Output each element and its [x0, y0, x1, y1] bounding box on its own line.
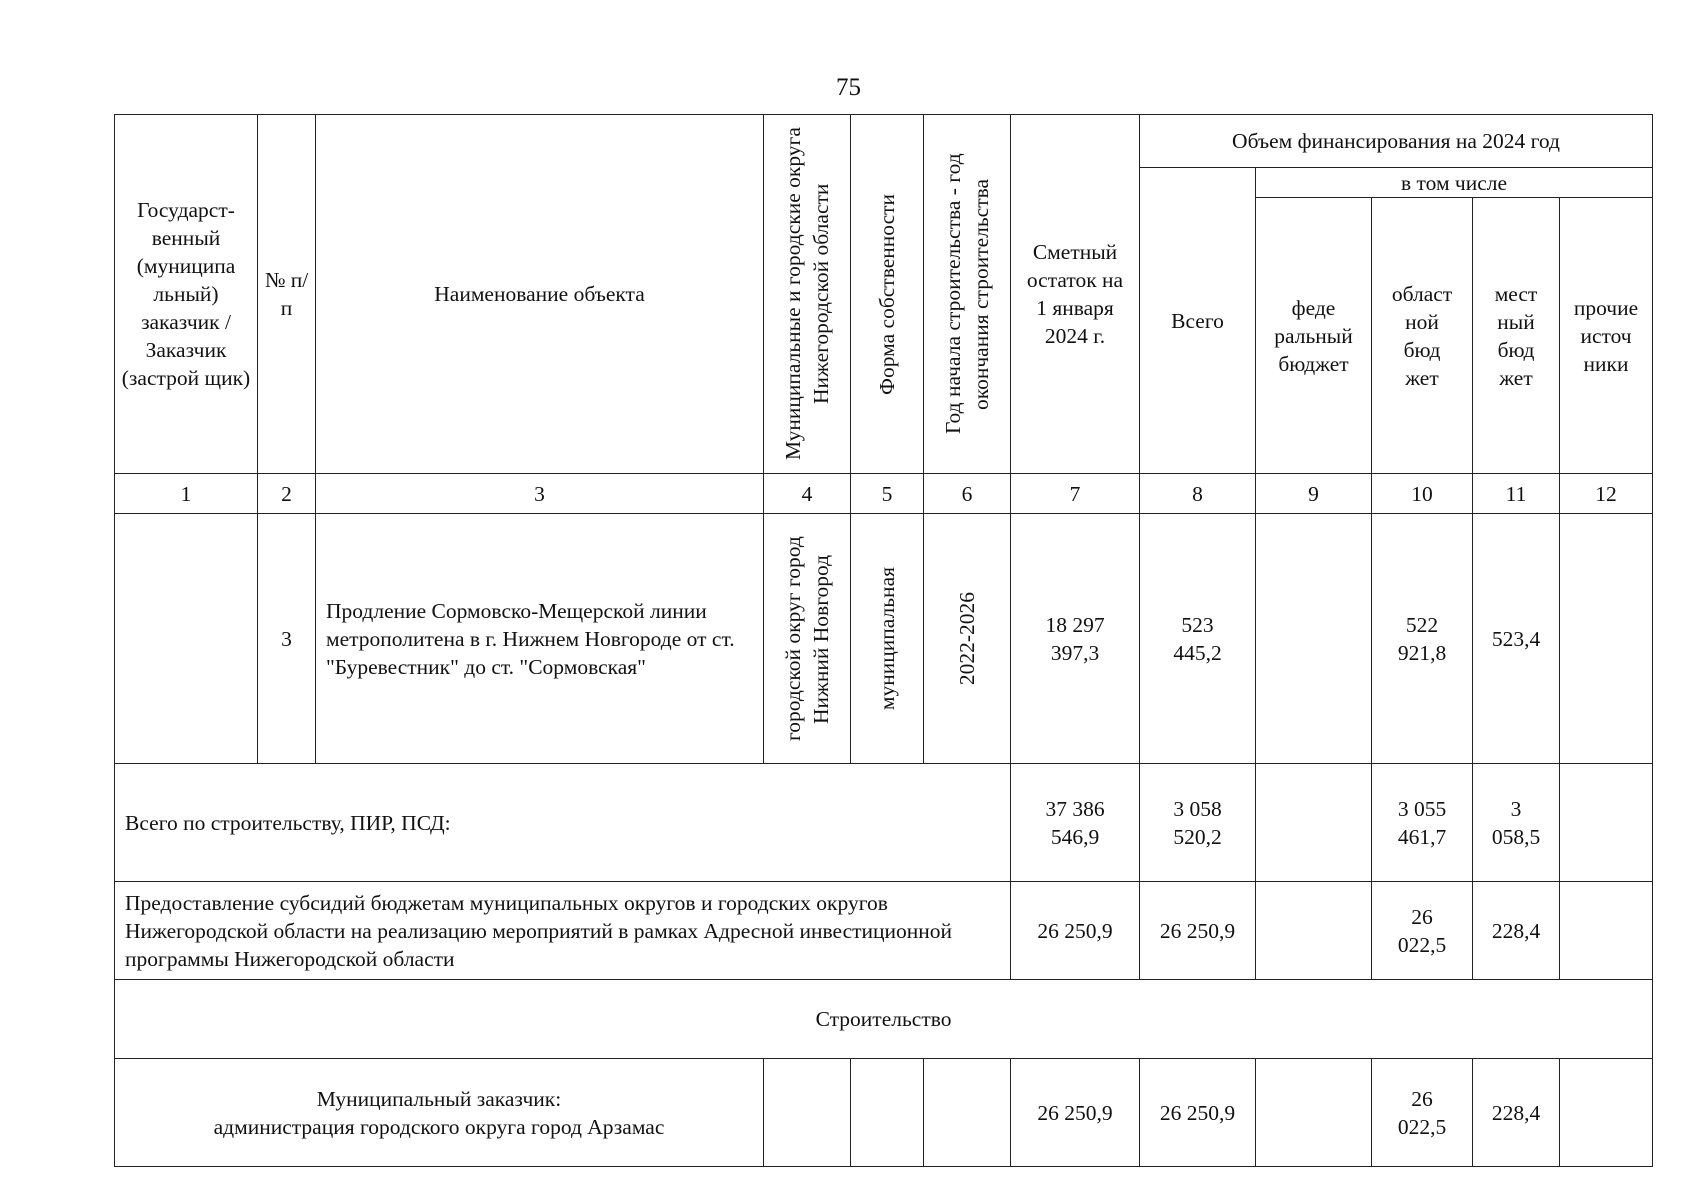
header-customer: Государст-венный (муниципа льный) заказчик / Заказчик (застрой щик): [115, 115, 258, 474]
total-total-line1: 3 058: [1173, 796, 1222, 821]
object-federal: [1256, 514, 1372, 764]
header-federal: феде ральный бюджет: [1256, 198, 1372, 474]
header-total: Всего: [1140, 168, 1256, 474]
investment-program-table: [114, 114, 1653, 1167]
object-total-cell: [1140, 514, 1256, 764]
total-label: Всего по строительству, ПИР, ПСД:: [115, 764, 1011, 882]
customer-empty-cell: [764, 1059, 851, 1167]
total-regional-line1: 3 055: [1397, 796, 1447, 821]
subsidy-regional-cell: [1372, 882, 1473, 980]
customer-label-line2: администрация городского округа город Арзамас: [213, 1114, 665, 1139]
object-customer-cell: [115, 514, 258, 764]
object-other: [1560, 514, 1653, 764]
object-total-line2: 445,2: [1173, 640, 1222, 665]
column-number: 5: [851, 474, 924, 514]
header-estimate: Сметный остаток на 1 января 2024 г.: [1011, 115, 1140, 474]
column-number: 1: [115, 474, 258, 514]
customer-empty-cell: [851, 1059, 924, 1167]
total-estimate-cell: [1011, 764, 1140, 882]
header-number: № п/п: [258, 115, 316, 474]
customer-regional-line1: 26: [1411, 1086, 1433, 1111]
column-number: 4: [764, 474, 851, 514]
header-object-name: Наименование объекта: [316, 115, 764, 474]
column-number: 6: [924, 474, 1011, 514]
object-total-line1: 523: [1181, 612, 1214, 637]
customer-empty-cell: [924, 1059, 1011, 1167]
header-other: прочие источ ники: [1560, 198, 1653, 474]
total-regional-cell: [1372, 764, 1473, 882]
header-district-cell: [764, 115, 851, 474]
object-estimate-line2: 397,3: [1050, 640, 1100, 665]
total-total-cell: [1140, 764, 1256, 882]
header-regional: област ной бюд жет: [1372, 198, 1473, 474]
subsidy-row: [115, 882, 1653, 980]
customer-regional-cell: [1372, 1059, 1473, 1167]
subsidy-federal: [1256, 882, 1372, 980]
subsidy-local: 228,4: [1473, 882, 1560, 980]
object-regional-line2: 921,8: [1397, 640, 1447, 665]
column-numbers-row: [115, 474, 1653, 514]
header-local: мест ный бюд жет: [1473, 198, 1560, 474]
customer-total: 26 250,9: [1140, 1059, 1256, 1167]
header-ownership: Форма собственности: [875, 193, 899, 395]
total-local-line1: 3: [1510, 796, 1522, 821]
header-row-1: [115, 115, 1653, 168]
total-estimate-line1: 37 386: [1045, 796, 1105, 821]
total-other: [1560, 764, 1653, 882]
object-estimate-cell: [1011, 514, 1140, 764]
object-regional-cell: [1372, 514, 1473, 764]
object-years: 2022-2026: [955, 591, 979, 686]
column-number: 3: [316, 474, 764, 514]
customer-estimate: 26 250,9: [1011, 1059, 1140, 1167]
object-number: 3: [258, 514, 316, 764]
header-district: Муниципальные и городские округа Нижегородской области: [781, 127, 833, 461]
object-ownership: муниципальная: [875, 566, 899, 711]
subsidy-label: Предоставление субсидий бюджетам муниципальных округов и городских округов Нижегородской области на реализацию мероприятий в рамках Адресной инвестиционной программы Нижегородской области: [115, 882, 1011, 980]
total-local-cell: [1473, 764, 1560, 882]
subsidy-regional-line1: 26: [1411, 904, 1433, 929]
total-regional-line2: 461,7: [1397, 824, 1447, 849]
column-number: 7: [1011, 474, 1140, 514]
object-district: городской округ город Нижний Новгород: [781, 536, 833, 741]
header-years-cell: [924, 115, 1011, 474]
total-row: [115, 764, 1653, 882]
subsidy-regional-line2: 022,5: [1397, 932, 1447, 957]
customer-regional-line2: 022,5: [1397, 1114, 1447, 1139]
total-total-line2: 520,2: [1173, 824, 1222, 849]
customer-federal: [1256, 1059, 1372, 1167]
column-number: 10: [1372, 474, 1473, 514]
header-including: в том числе: [1256, 168, 1653, 198]
column-number: 11: [1473, 474, 1560, 514]
column-number: 2: [258, 474, 316, 514]
header-years: Год начала строительства - год окончания строительства: [941, 153, 993, 435]
section-row: [115, 980, 1653, 1059]
customer-row: [115, 1059, 1653, 1167]
object-local: 523,4: [1473, 514, 1560, 764]
customer-local: 228,4: [1473, 1059, 1560, 1167]
column-number: 8: [1140, 474, 1256, 514]
object-years-cell: [924, 514, 1011, 764]
page-number: 75: [836, 74, 861, 101]
header-funding-group: Объем финансирования на 2024 год: [1140, 115, 1653, 168]
column-number: 9: [1256, 474, 1372, 514]
customer-label-cell: [115, 1059, 764, 1167]
customer-label-line1: Муниципальный заказчик:: [316, 1086, 562, 1111]
customer-other: [1560, 1059, 1653, 1167]
object-ownership-cell: [851, 514, 924, 764]
column-number: 12: [1560, 474, 1653, 514]
total-local-line2: 058,5: [1491, 824, 1541, 849]
object-estimate-line1: 18 297: [1045, 612, 1105, 637]
object-regional-line1: 522: [1405, 612, 1439, 637]
header-ownership-cell: [851, 115, 924, 474]
subsidy-other: [1560, 882, 1653, 980]
total-federal: [1256, 764, 1372, 882]
section-label: Строительство: [115, 980, 1653, 1059]
subsidy-total: 26 250,9: [1140, 882, 1256, 980]
object-row: [115, 514, 1653, 764]
total-estimate-line2: 546,9: [1050, 824, 1100, 849]
object-district-cell: [764, 514, 851, 764]
object-name: Продление Сормовско-Мещерской линии метрополитена в г. Нижнем Новгороде от ст. "Буревестник" до ст. "Сормовская": [316, 514, 764, 764]
subsidy-estimate: 26 250,9: [1011, 882, 1140, 980]
